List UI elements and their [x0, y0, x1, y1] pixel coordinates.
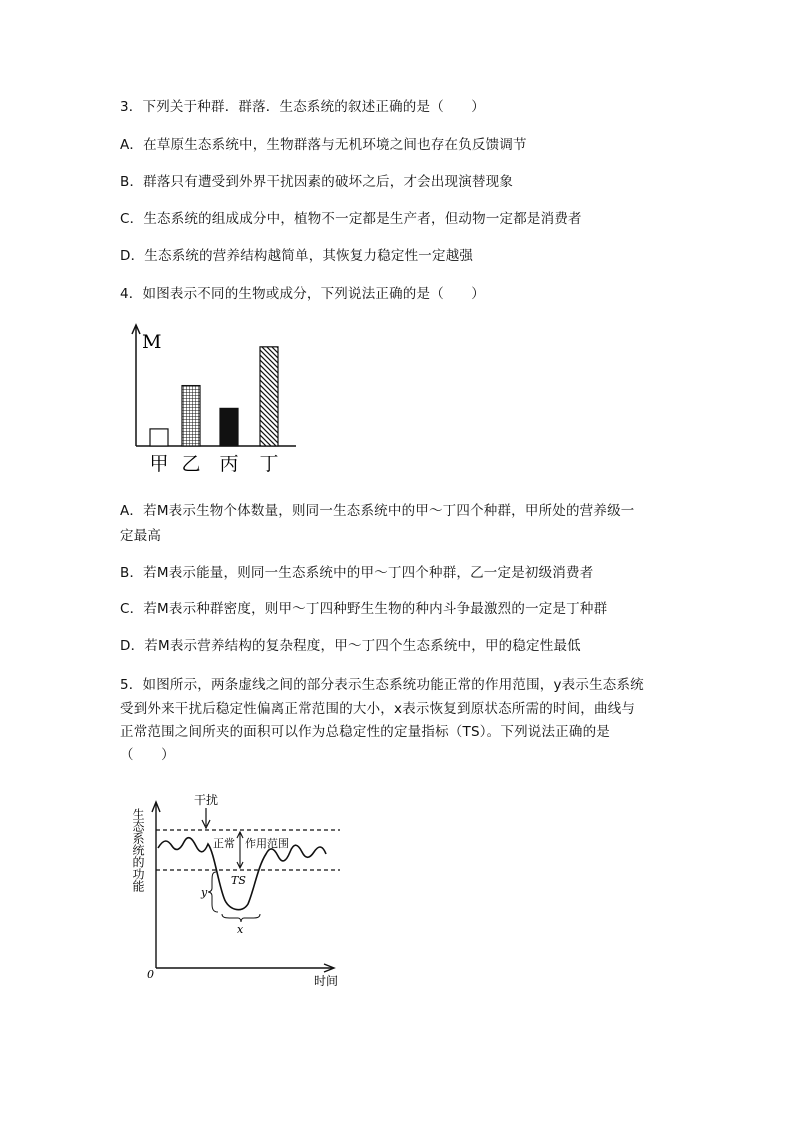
normal-label: 正常 [213, 837, 235, 850]
bar-label-1: 甲 [149, 453, 169, 475]
q5-stem-line1: 5．如图所示，两条虚线之间的部分表示生态系统功能正常的作用范围，y表示生态系统 [120, 677, 644, 693]
q3-option-a: A．在草原生态系统中，生物群落与无机环境之间也存在负反馈调节 [120, 137, 527, 153]
q3-option-b: B．群落只有遭受到外界干扰因素的破坏之后，才会出现演替现象 [120, 174, 514, 190]
ts-label: TS [231, 874, 246, 887]
bar-4 [260, 347, 278, 446]
x-brace [222, 914, 260, 922]
bar-label-3: 丙 [219, 453, 239, 475]
q4-stem: 4．如图表示不同的生物或成分，下列说法正确的是（ ） [120, 286, 485, 302]
q4-option-b: B．若M表示能量，则同一生态系统中的甲～丁四个种群，乙一定是初级消费者 [120, 565, 594, 581]
bar-label-4: 丁 [259, 453, 279, 475]
y-label: y [201, 886, 208, 899]
q3-option-c: C．生态系统的组成成分中，植物不一定都是生产者，但动物一定都是消费者 [120, 211, 582, 227]
q4-option-a-line1: A．若M表示生物个体数量，则同一生态系统中的甲～丁四个种群，甲所处的营养级一 [120, 503, 635, 519]
action-range-label: 作用范围 [245, 837, 289, 850]
bar-3 [220, 408, 238, 446]
disturbance-label: 干扰 [194, 793, 219, 807]
curve-origin: 0 [147, 968, 154, 981]
q5-stem-line3: 正常范围之间所夹的面积可以作为总稳定性的定量指标（TS）。下列说法正确的是 [120, 724, 610, 740]
curve-y-label: 生态系统的功能 [131, 808, 145, 892]
stability-curve-figure [128, 792, 358, 992]
y-brace [208, 872, 218, 912]
bar-1 [150, 429, 168, 446]
q4-option-c: C．若M表示种群密度，则甲～丁四种野生生物的种内斗争最激烈的一定是丁种群 [120, 601, 608, 617]
x-label: x [237, 923, 244, 936]
bar-label-2: 乙 [181, 453, 201, 475]
q3-option-d: D．生态系统的营养结构越简单，其恢复力稳定性一定越强 [120, 248, 474, 264]
q3-stem: 3．下列关于种群．群落．生态系统的叙述正确的是（ ） [120, 99, 485, 115]
q4-option-d: D．若M表示营养结构的复杂程度，甲～丁四个生态系统中，甲的稳定性最低 [120, 638, 581, 654]
q5-stem-line4: （ ） [120, 747, 175, 763]
bar-2 [182, 386, 200, 446]
bar-chart-figure [120, 320, 300, 480]
curve-x-label: 时间 [314, 974, 339, 988]
q5-stem-line2: 受到外来干扰后稳定性偏离正常范围的大小，x表示恢复到原状态所需的时间，曲线与 [120, 701, 636, 717]
q4-option-a-line2: 定最高 [120, 528, 162, 544]
bar-chart-y-label: M [142, 331, 162, 353]
